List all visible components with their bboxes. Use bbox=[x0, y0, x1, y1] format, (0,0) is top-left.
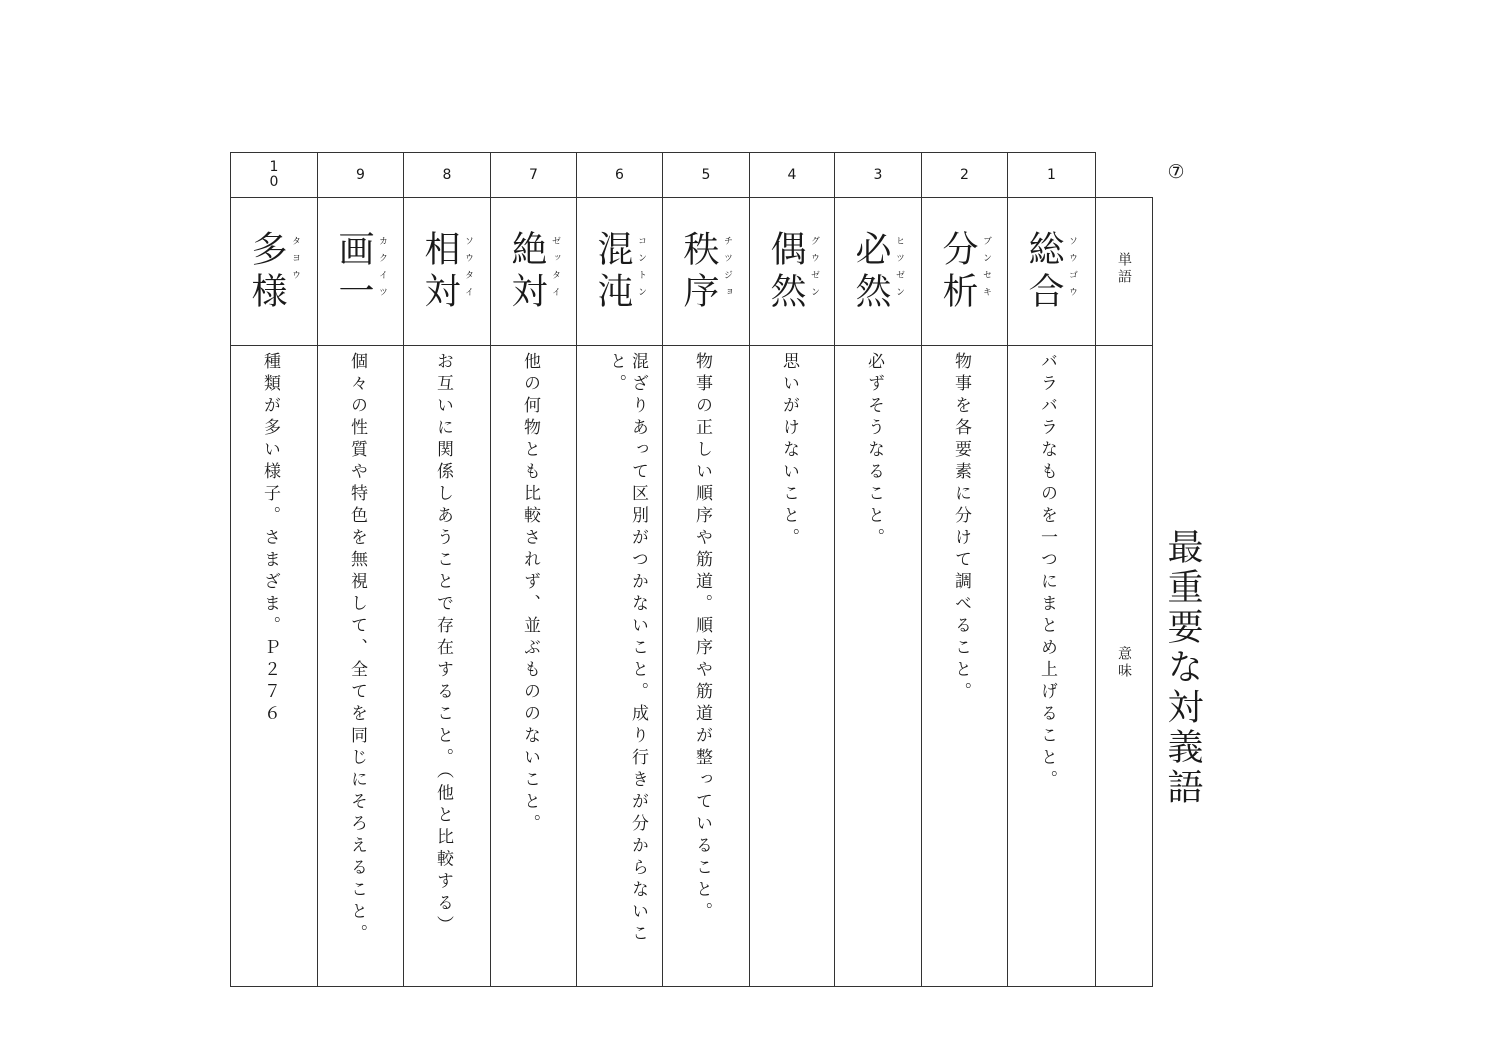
word: 秩序 bbox=[678, 230, 719, 314]
reading: グウゼン bbox=[809, 236, 819, 304]
entry-number: 7 bbox=[491, 153, 577, 198]
meaning-cell bbox=[404, 346, 491, 987]
word-cell bbox=[663, 198, 750, 346]
word-cell bbox=[922, 198, 1008, 346]
entry-number: 2 bbox=[922, 153, 1008, 198]
header-blank bbox=[1096, 153, 1153, 198]
word-header: 単語 bbox=[1096, 198, 1153, 346]
meaning: 物事を各要素に分けて調べること。 bbox=[951, 352, 971, 704]
meaning: お互いに関係しあうことで存在すること。（他と比較する） bbox=[433, 352, 453, 938]
meaning: 必ずそうなること。 bbox=[864, 352, 884, 550]
word-cell bbox=[404, 198, 491, 346]
meaning: 混ざりあって区別がつかないこと。成り行きが分からないこと。 bbox=[606, 352, 648, 946]
meaning-cell bbox=[318, 346, 404, 987]
section-mark: ⑦ bbox=[1167, 161, 1185, 183]
entry-number: 4 bbox=[750, 153, 835, 198]
word-cell bbox=[231, 198, 318, 346]
entry-number: 3 bbox=[835, 153, 922, 198]
word: 必然 bbox=[850, 230, 891, 314]
entry-number: 6 bbox=[577, 153, 663, 198]
reading: ゼッタイ bbox=[550, 236, 560, 304]
word: 絶対 bbox=[506, 230, 547, 314]
entry-number: 1 bbox=[1008, 153, 1096, 198]
word-cell bbox=[577, 198, 663, 346]
meaning: 物事の正しい順序や筋道。順序や筋道が整っていること。 bbox=[692, 352, 712, 924]
reading: チツジョ bbox=[722, 236, 732, 304]
meaning: バラバラなものを一つにまとめ上げること。 bbox=[1037, 352, 1057, 792]
vocabulary-table bbox=[230, 152, 1153, 987]
meaning-cell bbox=[231, 346, 318, 987]
reading: ソウタイ bbox=[463, 236, 473, 304]
entry-number: 8 bbox=[404, 153, 491, 198]
word: 画一 bbox=[333, 230, 374, 314]
meaning-header: 意味 bbox=[1096, 346, 1153, 987]
word: 分析 bbox=[937, 230, 978, 314]
meaning: 他の何物とも比較されず、並ぶもののないこと。 bbox=[520, 352, 540, 836]
reading: コントン bbox=[636, 236, 646, 304]
reading: ヒツゼン bbox=[894, 236, 904, 304]
number-row bbox=[231, 153, 1153, 198]
entry-number: 9 bbox=[318, 153, 404, 198]
word-cell bbox=[318, 198, 404, 346]
reading: ソウゴウ bbox=[1067, 236, 1077, 304]
meaning: 種類が多い様子。さまざま。Ｐ２７６ bbox=[260, 352, 280, 726]
meaning-cell bbox=[835, 346, 922, 987]
meaning-cell bbox=[491, 346, 577, 987]
word: 偶然 bbox=[765, 230, 806, 314]
word: 相対 bbox=[419, 230, 460, 314]
word-cell bbox=[750, 198, 835, 346]
word-cell bbox=[491, 198, 577, 346]
page-title: 最重要な対義語 bbox=[1162, 528, 1203, 808]
meaning: 個々の性質や特色を無視して、全てを同じにそろえること。 bbox=[347, 352, 367, 946]
word-cell bbox=[1008, 198, 1096, 346]
meaning-cell bbox=[750, 346, 835, 987]
meaning-cell bbox=[1008, 346, 1096, 987]
word: 混沌 bbox=[592, 230, 633, 314]
meaning-cell bbox=[922, 346, 1008, 987]
reading: タヨウ bbox=[290, 236, 300, 287]
entry-number: 10 bbox=[231, 153, 318, 198]
reading: カクイツ bbox=[377, 236, 387, 304]
meaning-row bbox=[231, 346, 1153, 987]
meaning-cell bbox=[663, 346, 750, 987]
word: 総合 bbox=[1023, 230, 1064, 314]
word-row bbox=[231, 198, 1153, 346]
entry-number: 5 bbox=[663, 153, 750, 198]
reading: ブンセキ bbox=[981, 236, 991, 304]
word: 多様 bbox=[246, 230, 287, 314]
word-cell bbox=[835, 198, 922, 346]
meaning-cell bbox=[577, 346, 663, 987]
meaning: 思いがけないこと。 bbox=[779, 352, 799, 550]
